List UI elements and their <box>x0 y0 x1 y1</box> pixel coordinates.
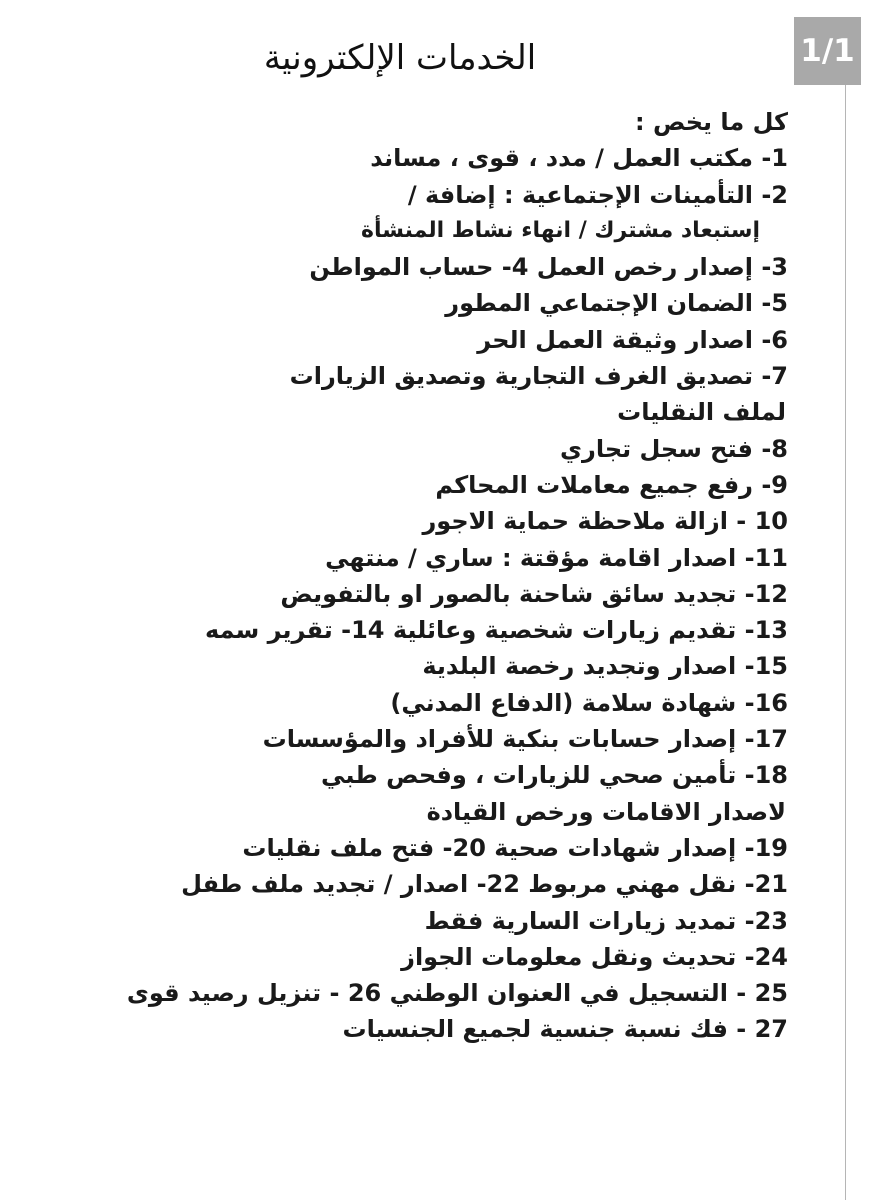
list-item: 7- تصديق الغرف التجارية وتصديق الزيارات <box>289 362 788 391</box>
list-item: 27 - فك نسبة جنسية لجميع الجنسيات <box>342 1015 788 1044</box>
list-item: 24- تحديث ونقل معلومات الجواز <box>401 942 788 971</box>
list-item: 6- اصدار وثيقة العمل الحر <box>477 325 788 354</box>
list-item: 10 - ازالة ملاحظة حماية الاجور <box>422 507 788 536</box>
list-item: 19- إصدار شهادات صحية 20- فتح ملف نقليات <box>242 833 788 862</box>
list-item-continuation: لملف النقليات <box>617 398 786 427</box>
list-item: 16- شهادة سلامة (الدفاع المدني) <box>390 688 788 717</box>
margin-line <box>845 85 846 1200</box>
list-item: 25 - التسجيل في العنوان الوطني 26 - تنزيل رصيد قوى <box>126 979 788 1008</box>
list-item: 9- رفع جميع معاملات المحاكم <box>435 470 788 499</box>
list-item: 2- التأمينات الإجتماعية : إضافة / <box>407 180 788 209</box>
list-heading: كل ما يخص : <box>635 108 788 136</box>
list-item: 17- إصدار حسابات بنكية للأفراد والمؤسسات <box>262 725 788 754</box>
list-item: 5- الضمان الإجتماعي المطور <box>445 289 788 318</box>
services-list <box>60 104 788 1048</box>
list-item: 1- مكتب العمل / مدد ، قوى ، مساند <box>370 144 788 173</box>
list-item: 11- اصدار اقامة مؤقتة : ساري / منتهي <box>325 543 788 572</box>
list-item: 23- تمديد زيارات السارية فقط <box>424 906 788 935</box>
list-item: 3- إصدار رخص العمل 4- حساب المواطن <box>309 253 788 282</box>
list-item: 13- تقديم زيارات شخصية وعائلية 14- تقرير سمه <box>205 616 788 645</box>
list-item: 8- فتح سجل تجاري <box>560 434 788 463</box>
list-item-continuation: إستبعاد مشترك / انهاء نشاط المنشأة <box>360 217 760 243</box>
page-title: الخدمات الإلكترونية <box>263 38 537 78</box>
list-item: 21- نقل مهني مربوط 22- اصدار / تجديد ملف طفل <box>181 870 788 899</box>
list-item: 15- اصدار وتجديد رخصة البلدية <box>422 652 788 681</box>
list-item: 12- تجديد سائق شاحنة بالصور او بالتفويض <box>280 579 788 608</box>
list-item-continuation: لاصدار الاقامات ورخص القيادة <box>426 797 786 826</box>
list-item: 18- تأمين صحي للزيارات ، وفحص طبي <box>321 761 788 790</box>
page-indicator: 1/1 <box>794 17 861 85</box>
